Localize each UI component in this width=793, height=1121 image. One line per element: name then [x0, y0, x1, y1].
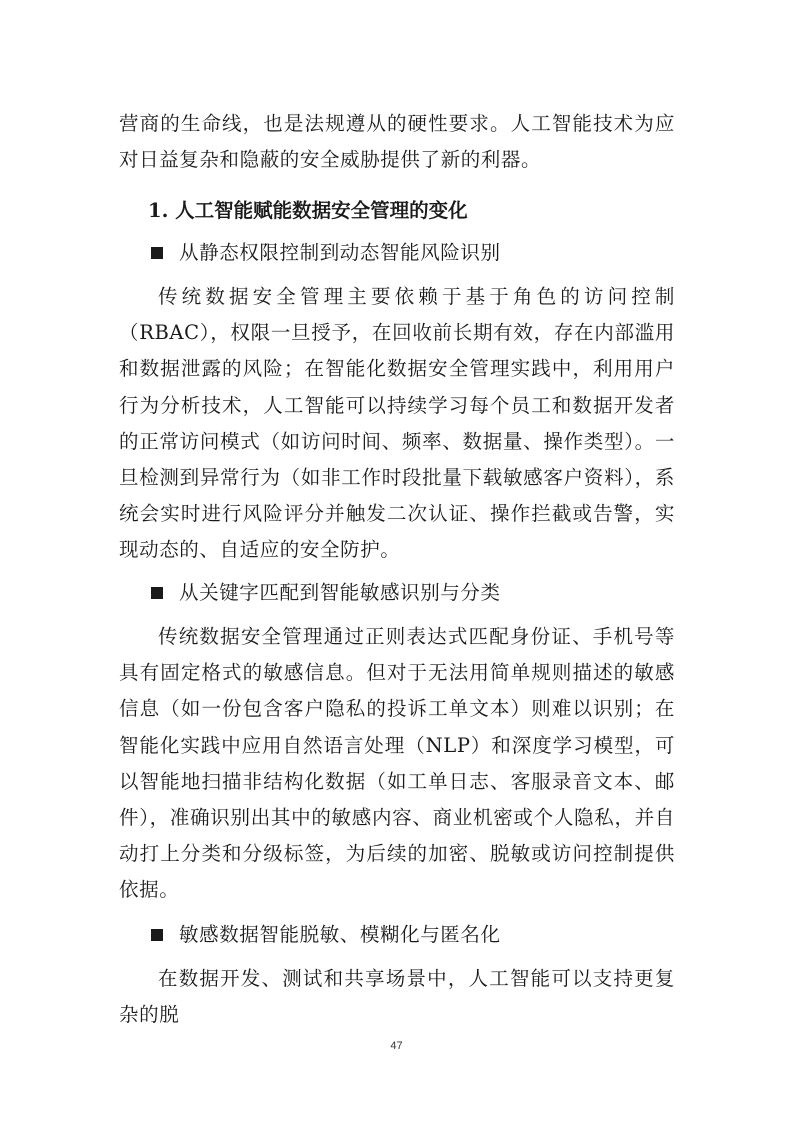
- bullet-item-desensitization: [151, 920, 501, 950]
- square-bullet-icon: [151, 247, 163, 259]
- bullet-text: 从静态权限控制到动态智能风险识别: [179, 241, 501, 264]
- square-bullet-icon: [151, 587, 163, 599]
- page-number: 47: [390, 1040, 403, 1052]
- section-heading: 1. 人工智能赋能数据安全管理的变化: [148, 199, 468, 222]
- square-bullet-icon: [151, 929, 163, 941]
- paragraph-nlp: 传统数据安全管理通过正则表达式匹配身份证、手机号等具有固定格式的敏感信息。但对于无法用简单规则描述的敏感信息（如一份包含客户隐私的投诉工单文本）则难以识别；在智能化实践中应用自然语言处理（NLP）和深度学习模型，可以智能地扫描非结构化数据（如工单日志、客服录音文本、邮件），准确识别出其中的敏感内容、商业机密或个人隐私，并自动打上分类和分级标签，为后续的加密、脱敏或访问控制提供依据。: [119, 625, 675, 902]
- paragraph-rbac: 传统数据安全管理主要依赖于基于角色的访问控制（RBAC），权限一旦授予，在回收前长期有效，存在内部滥用和数据泄露的风险；在智能化数据安全管理实践中，利用用户行为分析技术，人工智能可以持续学习每个员工和数据开发者的正常访问模式（如访问时间、频率、数据量、操作类型）。一旦检测到异常行为（如非工作时段批量下载敏感客户资料），系统会实时进行风险评分并触发二次认证、操作拦截或告警，实现动态的、自适应的安全防护。: [119, 285, 675, 562]
- bullet-item-dynamic-risk: [151, 238, 501, 268]
- bullet-text: 敏感数据智能脱敏、模糊化与匿名化: [179, 923, 501, 946]
- paragraph-intro: 营商的生命线，也是法规遵从的硬性要求。人工智能技术为应对日益复杂和隐蔽的安全威胁提供了新的利器。: [119, 112, 675, 172]
- bullet-text: 从关键字匹配到智能敏感识别与分类: [179, 581, 501, 604]
- paragraph-desensitization: 在数据开发、测试和共享场景中，人工智能可以支持更复杂的脱: [119, 967, 675, 1027]
- bullet-item-sensitive-classification: [151, 578, 501, 608]
